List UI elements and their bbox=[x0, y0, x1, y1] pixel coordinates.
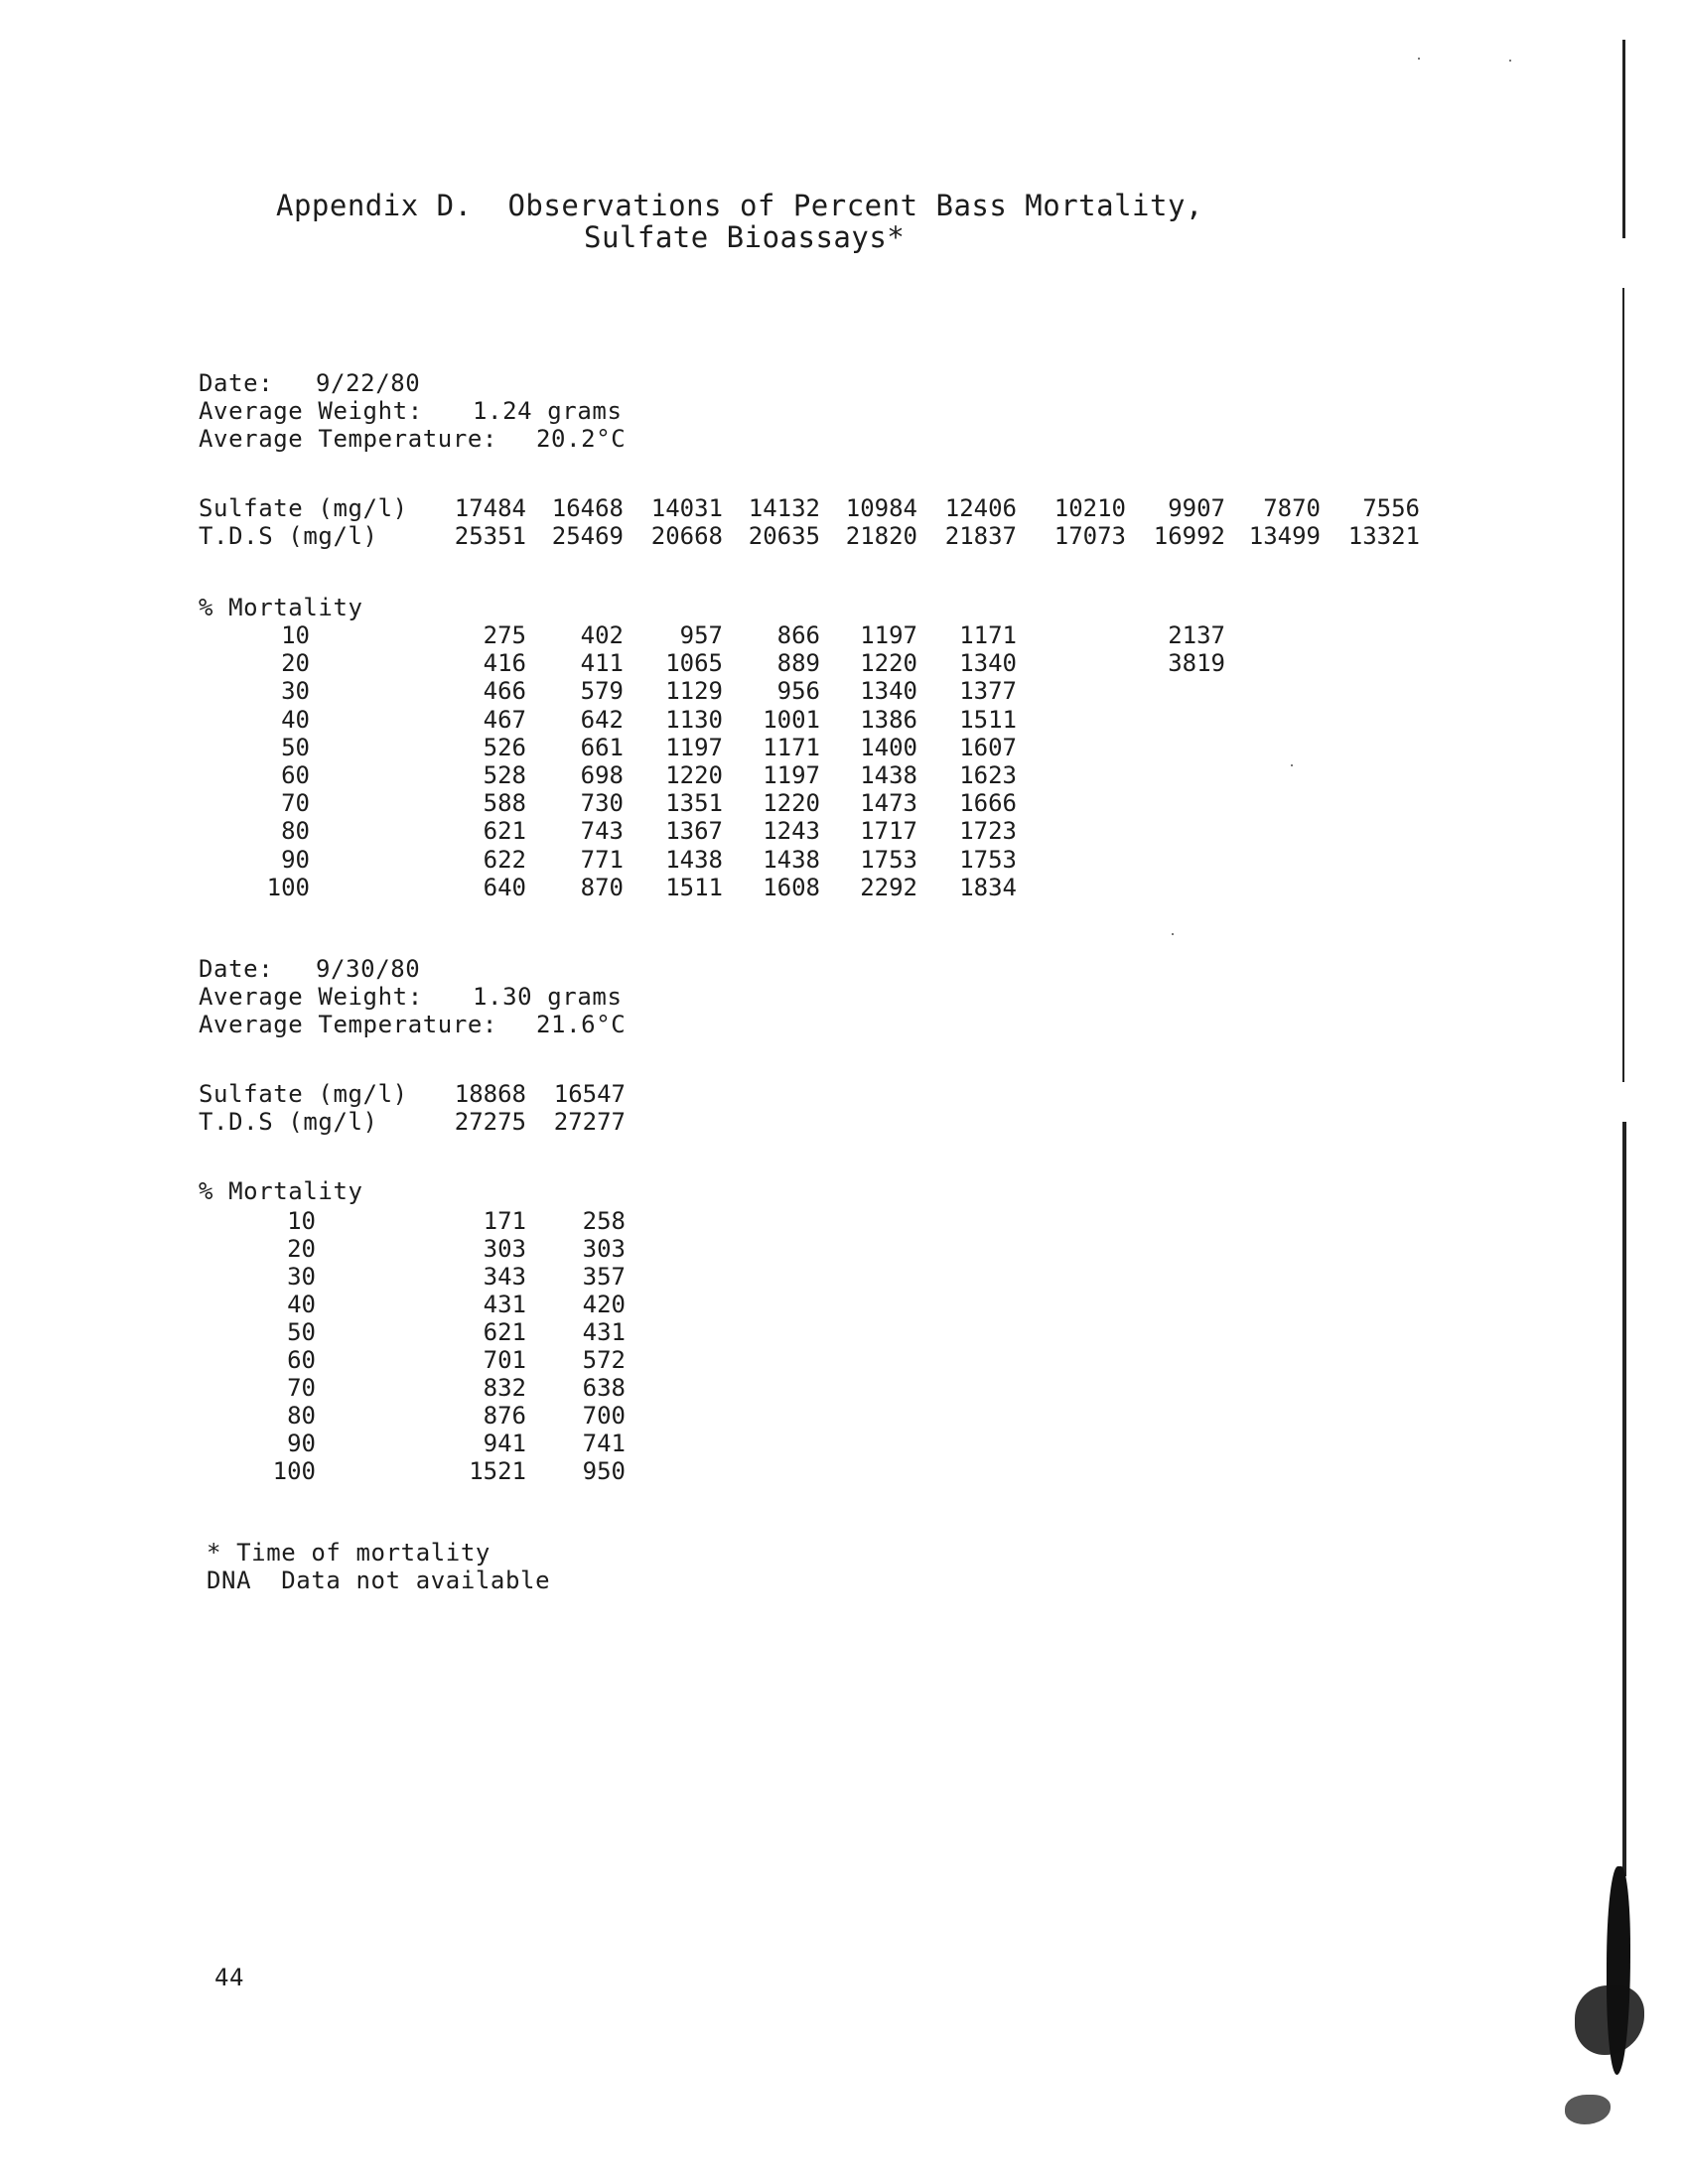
s1-sulfate-label: Sulfate (mg/l) bbox=[199, 494, 408, 522]
mortality-time-value: 1511 bbox=[959, 705, 1017, 734]
mortality-time-value: 1351 bbox=[665, 789, 723, 818]
mortality-time-value: 431 bbox=[483, 1291, 526, 1318]
s2-temp-label: Average Temperature: bbox=[199, 1011, 497, 1038]
mortality-time-value: 730 bbox=[580, 789, 624, 818]
s2-date-label: Date: bbox=[199, 955, 274, 983]
s2-weight: 1.30 grams bbox=[473, 983, 623, 1011]
s1-temp: 20.2°C bbox=[536, 425, 627, 453]
mortality-time-value: 1130 bbox=[665, 705, 723, 734]
mortality-time-value: 956 bbox=[776, 677, 820, 706]
mortality-time-value: 357 bbox=[582, 1263, 626, 1291]
mortality-time-value: 171 bbox=[483, 1207, 526, 1235]
footnote-mortality: * Time of mortality bbox=[207, 1539, 491, 1567]
mortality-time-value: 572 bbox=[582, 1346, 626, 1374]
sulfate-value: 14031 bbox=[650, 494, 723, 522]
mortality-time-value: 1753 bbox=[959, 845, 1017, 874]
mortality-time-value: 642 bbox=[580, 705, 624, 734]
mortality-time-value: 1220 bbox=[860, 649, 917, 678]
mortality-time-value: 1065 bbox=[665, 649, 723, 678]
mortality-time-value: 1723 bbox=[959, 817, 1017, 846]
mortality-percent-label: 30 bbox=[287, 1263, 316, 1291]
mortality-percent-label: 10 bbox=[281, 621, 310, 649]
mortality-time-value: 741 bbox=[582, 1430, 626, 1457]
mortality-time-value: 1243 bbox=[763, 817, 820, 846]
sulfate-value: 16468 bbox=[551, 494, 624, 522]
mortality-time-value: 621 bbox=[483, 1318, 526, 1346]
mortality-percent-label: 50 bbox=[287, 1318, 316, 1346]
mortality-time-value: 1717 bbox=[860, 817, 917, 846]
mortality-time-value: 1753 bbox=[860, 845, 917, 874]
mortality-percent-label: 80 bbox=[287, 1402, 316, 1430]
scan-speck bbox=[1418, 58, 1420, 60]
mortality-percent-label: 20 bbox=[287, 1235, 316, 1263]
tds-value: 21837 bbox=[944, 522, 1017, 550]
mortality-time-value: 1220 bbox=[763, 789, 820, 818]
mortality-time-value: 866 bbox=[776, 621, 820, 649]
tds-value: 20668 bbox=[650, 522, 723, 550]
mortality-time-value: 1623 bbox=[959, 761, 1017, 789]
mortality-time-value: 1340 bbox=[959, 649, 1017, 678]
scan-speck bbox=[1291, 764, 1293, 766]
mortality-percent-label: 60 bbox=[287, 1346, 316, 1374]
tds-value: 25469 bbox=[551, 522, 624, 550]
mortality-time-value: 402 bbox=[580, 621, 624, 649]
mortality-time-value: 889 bbox=[776, 649, 820, 678]
mortality-time-value: 1607 bbox=[959, 733, 1017, 761]
sulfate-value: 9907 bbox=[1168, 494, 1225, 522]
mortality-time-value: 1171 bbox=[763, 733, 820, 761]
mortality-time-value: 1438 bbox=[665, 845, 723, 874]
s2-date: 9/30/80 bbox=[316, 955, 421, 983]
tds-value: 13499 bbox=[1248, 522, 1321, 550]
mortality-time-value: 466 bbox=[483, 677, 526, 706]
mortality-time-value: 3819 bbox=[1168, 649, 1225, 678]
mortality-time-value: 420 bbox=[582, 1291, 626, 1318]
mortality-time-value: 870 bbox=[580, 873, 624, 901]
mortality-percent-label: 100 bbox=[266, 873, 310, 901]
mortality-percent-label: 90 bbox=[287, 1430, 316, 1457]
mortality-time-value: 1197 bbox=[860, 621, 917, 649]
mortality-time-value: 941 bbox=[483, 1430, 526, 1457]
mortality-time-value: 1438 bbox=[763, 845, 820, 874]
mortality-time-value: 1340 bbox=[860, 677, 917, 706]
mortality-time-value: 950 bbox=[582, 1457, 626, 1485]
mortality-time-value: 579 bbox=[580, 677, 624, 706]
mortality-time-value: 1171 bbox=[959, 621, 1017, 649]
tds-value: 13321 bbox=[1347, 522, 1420, 550]
mortality-time-value: 1400 bbox=[860, 733, 917, 761]
mortality-time-value: 698 bbox=[580, 761, 624, 789]
mortality-time-value: 1129 bbox=[665, 677, 723, 706]
mortality-percent-label: 20 bbox=[281, 649, 310, 678]
s1-weight: 1.24 grams bbox=[473, 397, 623, 425]
mortality-time-value: 1001 bbox=[763, 705, 820, 734]
mortality-time-value: 1377 bbox=[959, 677, 1017, 706]
scan-blot bbox=[1565, 2095, 1611, 2124]
sulfate-value: 12406 bbox=[944, 494, 1017, 522]
mortality-percent-label: 100 bbox=[272, 1457, 316, 1485]
mortality-percent-label: 70 bbox=[287, 1374, 316, 1402]
scan-speck bbox=[1172, 933, 1174, 935]
sulfate-value: 18868 bbox=[454, 1080, 526, 1108]
title-line-1: Appendix D. Observations of Percent Bass Mortality, bbox=[276, 189, 1203, 222]
mortality-percent-label: 90 bbox=[281, 845, 310, 874]
mortality-time-value: 528 bbox=[483, 761, 526, 789]
mortality-time-value: 467 bbox=[483, 705, 526, 734]
mortality-time-value: 2137 bbox=[1168, 621, 1225, 649]
s2-weight-label: Average Weight: bbox=[199, 983, 423, 1011]
s2-sulfate-label: Sulfate (mg/l) bbox=[199, 1080, 408, 1108]
mortality-time-value: 661 bbox=[580, 733, 624, 761]
sulfate-value: 14132 bbox=[748, 494, 820, 522]
mortality-time-value: 303 bbox=[483, 1235, 526, 1263]
mortality-time-value: 1666 bbox=[959, 789, 1017, 818]
mortality-time-value: 771 bbox=[580, 845, 624, 874]
tds-value: 20635 bbox=[748, 522, 820, 550]
mortality-percent-label: 70 bbox=[281, 789, 310, 818]
mortality-time-value: 638 bbox=[582, 1374, 626, 1402]
mortality-time-value: 1608 bbox=[763, 873, 820, 901]
mortality-time-value: 258 bbox=[582, 1207, 626, 1235]
mortality-time-value: 588 bbox=[483, 789, 526, 818]
s2-tds-label: T.D.S (mg/l) bbox=[199, 1108, 378, 1136]
tds-value: 17073 bbox=[1053, 522, 1126, 550]
mortality-percent-label: 40 bbox=[281, 705, 310, 734]
mortality-time-value: 1367 bbox=[665, 817, 723, 846]
s1-mortality-label: % Mortality bbox=[199, 594, 363, 621]
sulfate-value: 10210 bbox=[1053, 494, 1126, 522]
scan-edge-line bbox=[1622, 288, 1624, 1082]
sulfate-value: 10984 bbox=[845, 494, 917, 522]
scan-blot bbox=[1575, 1985, 1644, 2055]
mortality-percent-label: 50 bbox=[281, 733, 310, 761]
mortality-time-value: 832 bbox=[483, 1374, 526, 1402]
mortality-time-value: 1220 bbox=[665, 761, 723, 789]
mortality-percent-label: 60 bbox=[281, 761, 310, 789]
mortality-time-value: 622 bbox=[483, 845, 526, 874]
page-number: 44 bbox=[214, 1964, 245, 1991]
mortality-time-value: 701 bbox=[483, 1346, 526, 1374]
scan-edge-line bbox=[1622, 1122, 1626, 1876]
mortality-time-value: 2292 bbox=[860, 873, 917, 901]
tds-value: 25351 bbox=[454, 522, 526, 550]
s2-mortality-label: % Mortality bbox=[199, 1177, 363, 1205]
sulfate-value: 7870 bbox=[1263, 494, 1321, 522]
s1-tds-label: T.D.S (mg/l) bbox=[199, 522, 378, 550]
mortality-percent-label: 10 bbox=[287, 1207, 316, 1235]
s1-temp-label: Average Temperature: bbox=[199, 425, 497, 453]
mortality-time-value: 1197 bbox=[763, 761, 820, 789]
title-line-2: Sulfate Bioassays* bbox=[584, 220, 906, 254]
tds-value: 27275 bbox=[454, 1108, 526, 1136]
mortality-time-value: 876 bbox=[483, 1402, 526, 1430]
mortality-time-value: 275 bbox=[483, 621, 526, 649]
s2-temp: 21.6°C bbox=[536, 1011, 627, 1038]
mortality-time-value: 1834 bbox=[959, 873, 1017, 901]
mortality-time-value: 640 bbox=[483, 873, 526, 901]
mortality-time-value: 526 bbox=[483, 733, 526, 761]
mortality-percent-label: 30 bbox=[281, 677, 310, 706]
footnote-dna: DNA Data not available bbox=[207, 1567, 551, 1594]
tds-value: 16992 bbox=[1153, 522, 1225, 550]
mortality-time-value: 1511 bbox=[665, 873, 723, 901]
mortality-time-value: 1386 bbox=[860, 705, 917, 734]
mortality-percent-label: 40 bbox=[287, 1291, 316, 1318]
mortality-time-value: 343 bbox=[483, 1263, 526, 1291]
sulfate-value: 16547 bbox=[553, 1080, 626, 1108]
mortality-time-value: 700 bbox=[582, 1402, 626, 1430]
mortality-time-value: 1197 bbox=[665, 733, 723, 761]
mortality-time-value: 1438 bbox=[860, 761, 917, 789]
mortality-time-value: 743 bbox=[580, 817, 624, 846]
sulfate-value: 17484 bbox=[454, 494, 526, 522]
mortality-time-value: 431 bbox=[582, 1318, 626, 1346]
s1-weight-label: Average Weight: bbox=[199, 397, 423, 425]
mortality-time-value: 416 bbox=[483, 649, 526, 678]
mortality-time-value: 1521 bbox=[469, 1457, 526, 1485]
mortality-time-value: 303 bbox=[582, 1235, 626, 1263]
s1-date-label: Date: bbox=[199, 369, 274, 397]
mortality-time-value: 1473 bbox=[860, 789, 917, 818]
s1-date: 9/22/80 bbox=[316, 369, 421, 397]
mortality-time-value: 957 bbox=[679, 621, 723, 649]
tds-value: 27277 bbox=[553, 1108, 626, 1136]
mortality-percent-label: 80 bbox=[281, 817, 310, 846]
mortality-time-value: 411 bbox=[580, 649, 624, 678]
tds-value: 21820 bbox=[845, 522, 917, 550]
scan-speck bbox=[1509, 60, 1511, 62]
mortality-time-value: 621 bbox=[483, 817, 526, 846]
sulfate-value: 7556 bbox=[1362, 494, 1420, 522]
scan-edge-line bbox=[1622, 40, 1625, 238]
